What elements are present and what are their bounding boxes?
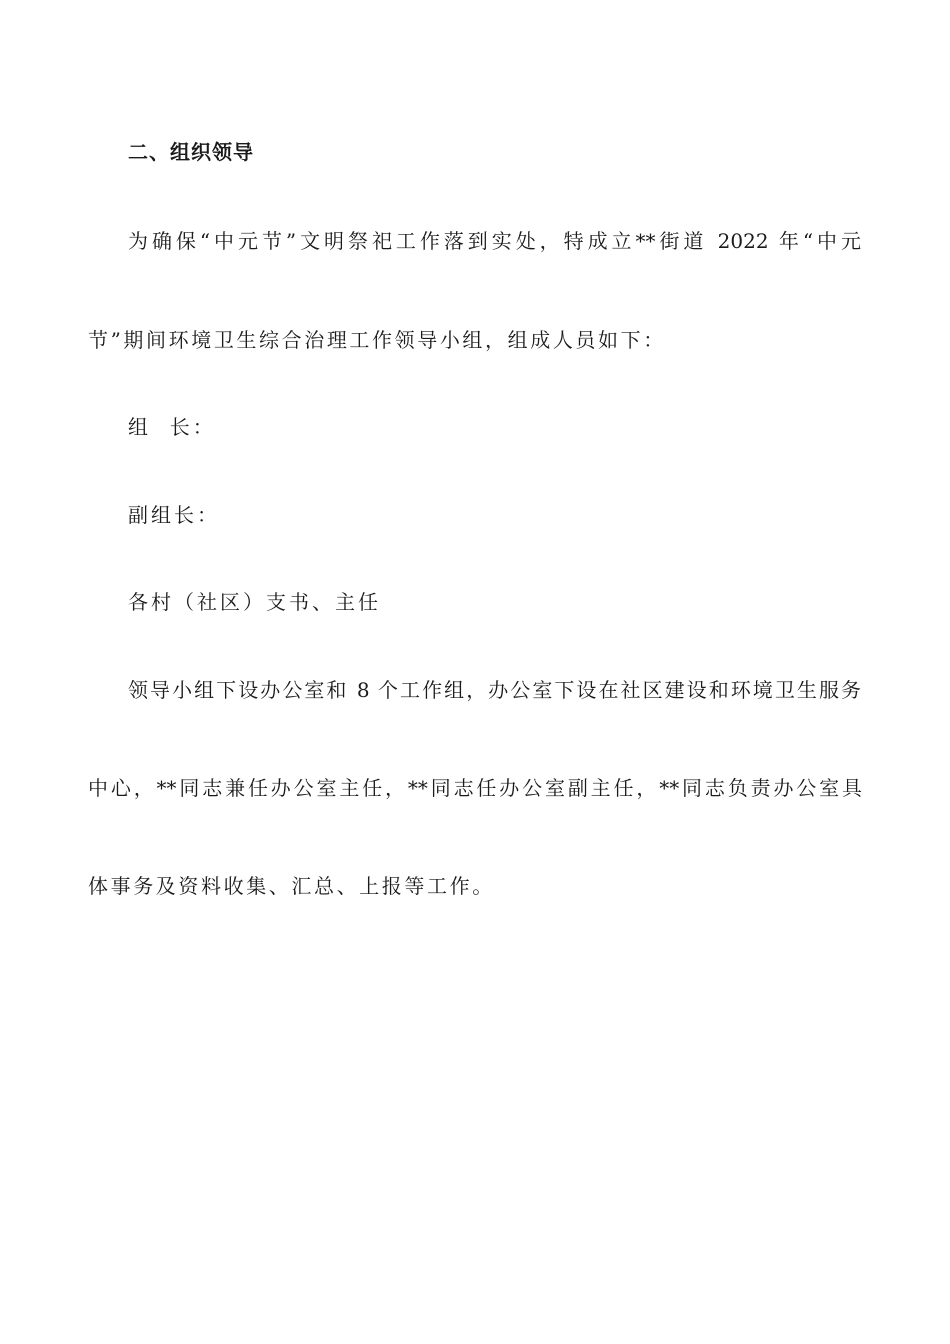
leader-label: 组 长：: [128, 415, 216, 439]
paragraph-2-line-3: 体事务及资料收集、汇总、上报等工作。: [88, 874, 495, 898]
paragraph-1-line-1: 为确保“中元节”文明祭祀工作落到实处，特成立**街道 2022 年“中元: [128, 229, 861, 253]
paragraph-2-line-2: 中心，**同志兼任办公室主任，**同志任办公室副主任，**同志负责办公室具: [88, 776, 862, 800]
members-line: 各村（社区）支书、主任: [128, 590, 381, 614]
paragraph-2-line-1: 领导小组下设办公室和 8 个工作组，办公室下设在社区建设和环境卫生服务: [128, 678, 861, 702]
paragraph-1-line-2: 节”期间环境卫生综合治理工作领导小组，组成人员如下：: [88, 328, 666, 352]
section-heading: 二、组织领导: [128, 140, 254, 164]
deputy-leader-label: 副组长：: [128, 503, 220, 527]
